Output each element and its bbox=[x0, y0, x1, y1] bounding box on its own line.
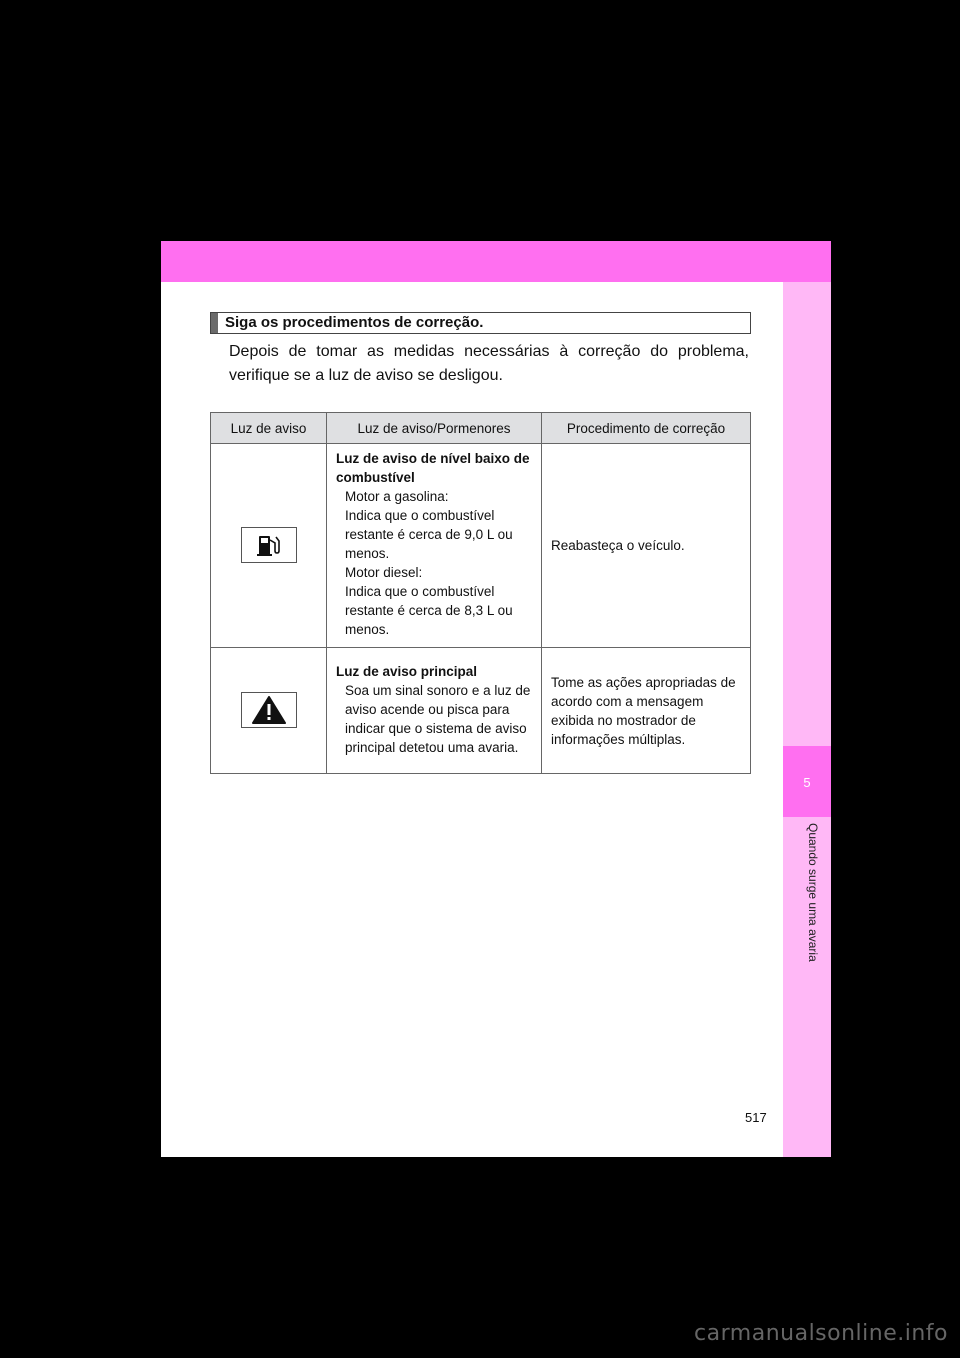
detail-line: Motor diesel: bbox=[345, 565, 423, 580]
section-title: Siga os procedimentos de correção. bbox=[225, 314, 484, 331]
manual-page bbox=[161, 241, 831, 1157]
light-title: Luz de aviso de nível baixo de combustível bbox=[336, 451, 530, 485]
section-heading bbox=[210, 312, 751, 334]
warning-triangle-icon bbox=[241, 692, 297, 728]
watermark: carmanualsonline.info bbox=[694, 1321, 948, 1346]
warning-lights-table bbox=[210, 412, 751, 774]
chapter-side-tab bbox=[783, 282, 831, 1157]
detail-line: Soa um sinal sonoro e a luz de aviso acende ou pisca para indicar que o sistema de aviso principal detetou uma avaria. bbox=[345, 682, 531, 755]
light-title: Luz de aviso principal bbox=[336, 663, 478, 679]
fuel-pump-icon bbox=[241, 527, 297, 563]
column-header: Luz de aviso/Pormenores bbox=[327, 413, 542, 444]
table-row bbox=[211, 444, 751, 648]
detail-line: Indica que o combustível restante é cerca de 9,0 L ou menos. bbox=[345, 508, 513, 561]
table-header-row bbox=[211, 413, 751, 444]
chapter-label: Quando surge uma avaria bbox=[806, 823, 820, 962]
procedure-cell: Reabasteça o veículo. bbox=[542, 444, 751, 648]
detail-cell bbox=[327, 444, 542, 648]
detail-cell bbox=[327, 648, 542, 774]
icon-cell bbox=[211, 444, 327, 648]
detail-line: Indica que o combustível restante é cerca de 8,3 L ou menos. bbox=[345, 584, 513, 637]
table-row bbox=[211, 648, 751, 774]
page-number: 517 bbox=[745, 1110, 767, 1125]
procedure-cell: Tome as ações apropriadas de acordo com a mensagem exibida no mostrador de informações múltiplas. bbox=[542, 648, 751, 774]
intro-paragraph: Depois de tomar as medidas necessárias à correção do problema, verifique se a luz de aviso se desligou. bbox=[229, 343, 749, 384]
column-header: Luz de aviso bbox=[211, 413, 327, 444]
heading-marker bbox=[211, 313, 218, 333]
top-color-band bbox=[161, 241, 831, 282]
detail-line: Motor a gasolina: bbox=[345, 489, 449, 504]
icon-cell bbox=[211, 648, 327, 774]
chapter-number: 5 bbox=[783, 746, 831, 817]
column-header: Procedimento de correção bbox=[542, 413, 751, 444]
